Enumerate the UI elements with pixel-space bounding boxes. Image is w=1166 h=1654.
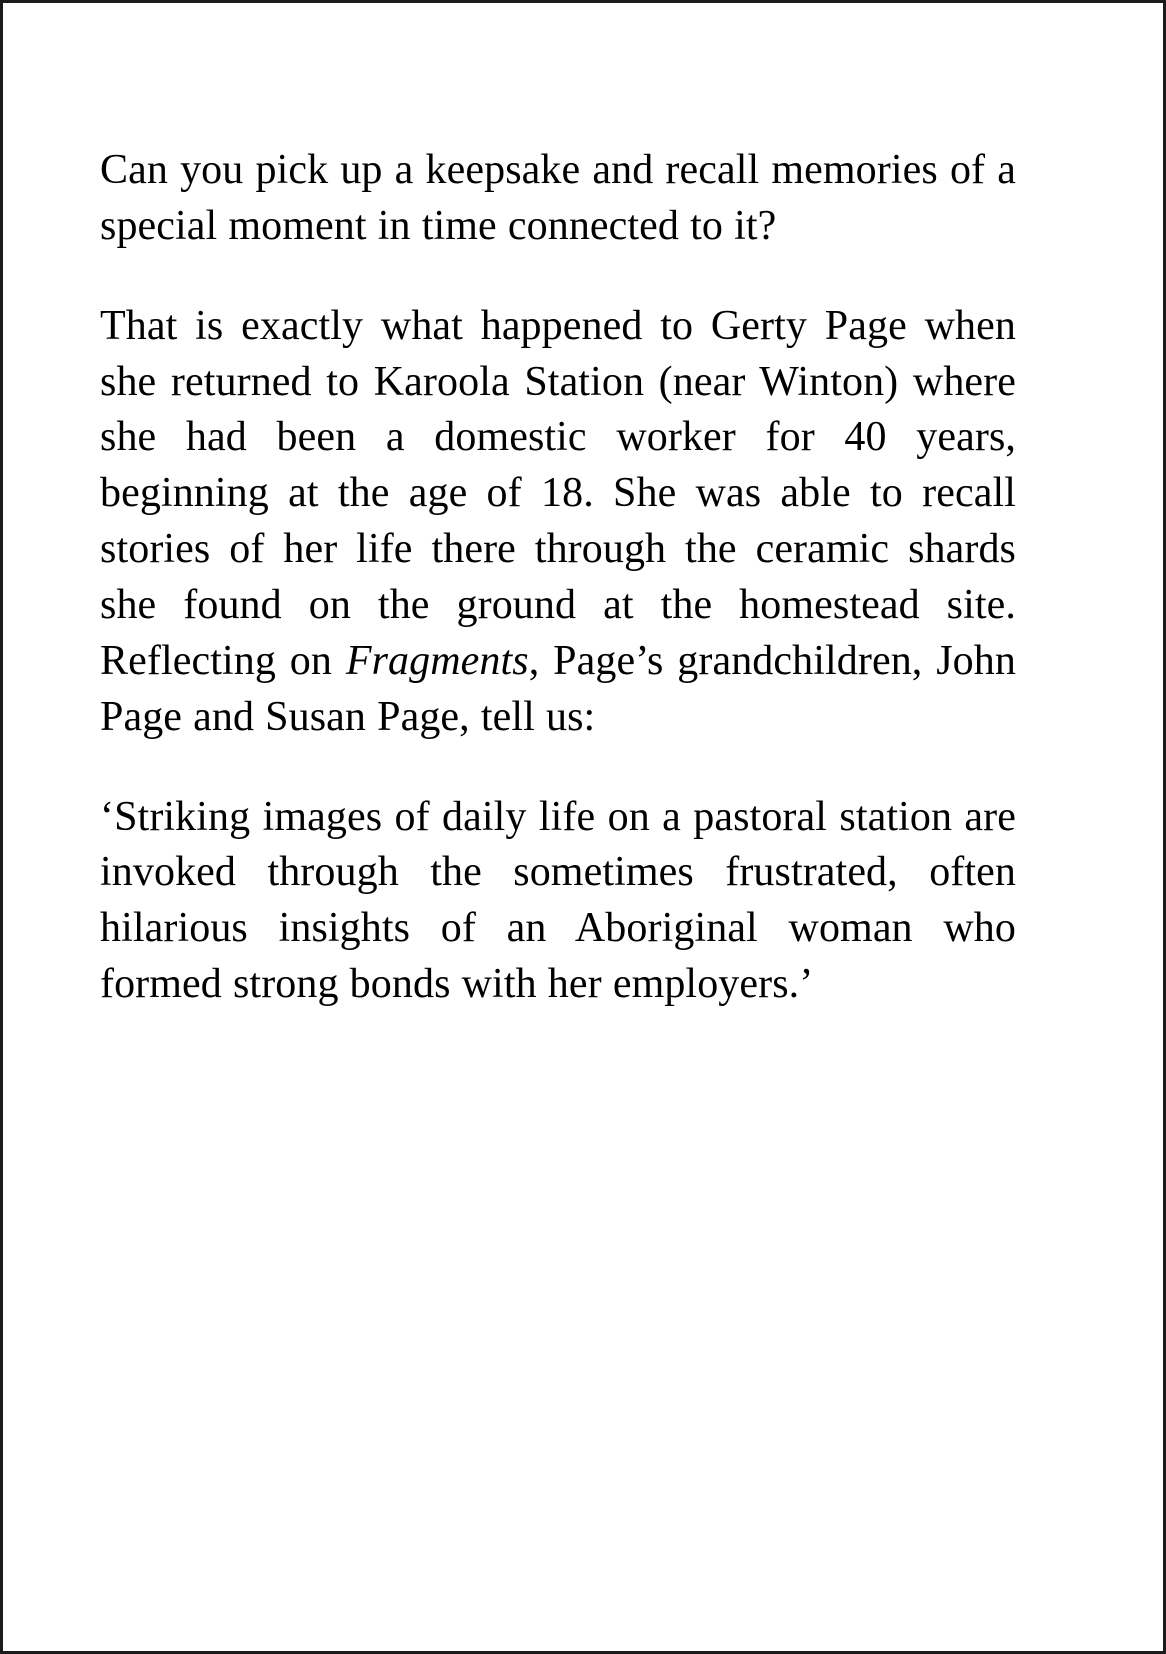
book-title-fragments: Fragments: [345, 637, 529, 684]
paragraph-background-text-before: That is exactly what happened to Gerty Page when she returned to Karoola Station (near Winton) where she had been a domestic worker for 40 years, beginning at the age of 18. She was able to recall stories of her life there through the ceramic shards she found on the ground at the homestead site. Reflecting on: [100, 302, 1016, 684]
paragraph-quote: ‘Striking images of daily life on a pastoral station are invoked through the sometimes frustrated, often hilarious insights of an Aboriginal woman who formed strong bonds with her employers.’: [100, 793, 1016, 1008]
document-body: [100, 143, 1016, 1013]
paragraph-question: Can you pick up a keepsake and recall memories of a special moment in time connected to it?: [100, 147, 1016, 249]
paragraph-background-text-after: , Page’s grandchildren, John Page and Susan Page, tell us:: [100, 637, 1016, 740]
paragraph-background: [100, 299, 1016, 746]
